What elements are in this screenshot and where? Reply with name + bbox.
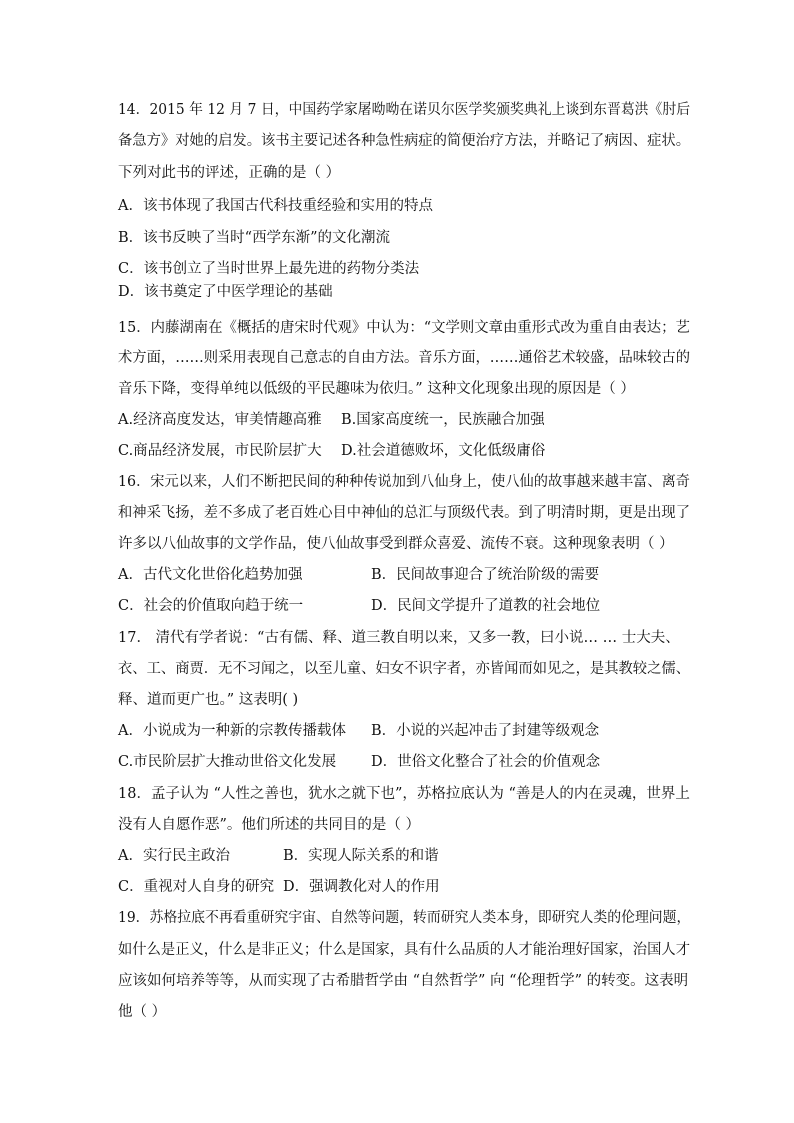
q18-option-d: D．强调教化对人的作用 [283,879,440,895]
q19-stem-line: 19．苏格拉底不再看重研究宇宙、自然等问题，转而研究人类本身，即研究人类的伦理问题， [118,910,691,926]
q17-option-b: B．小说的兴起冲击了封建等级观念 [371,723,600,739]
q16-stem-line: 许多以八仙故事的文学作品，使八仙故事受到群众喜爱、流传不衰。这种现象表明（ ） [118,536,674,552]
q17-stem-line: 衣、工、商贾．无不习闻之，以至儿童、妇女不识字者，亦皆闻而如见之，是其教较之儒、 [118,661,690,677]
q14-stem-line: 14．2015 年 12 月 7 日，中国药学家屠呦呦在诺贝尔医学奖颁奖典礼上谈到东晋葛洪《肘后 [118,102,691,118]
q15-option-b: B.国家高度统一，民族融合加强 [341,412,545,428]
q15-stem-line: 15．内藤湖南在《概括的唐宋时代观》中认为：“文学则文章由重形式改为重自由表达；艺 [118,320,690,336]
q15-option-c: C.商品经济发展，市民阶层扩大 [118,443,322,459]
q16-stem-line: 16．宋元以来，人们不断把民间的种种传说加到八仙身上，使八仙的故事越来越丰富、离奇 [118,474,690,490]
q18-option-c: C．重视对人自身的研究 [118,879,275,895]
q17-option-a: A．小说成为一种新的宗教传播载体 [118,723,346,739]
q17-option-d: D．世俗文化整合了社会的价值观念 [371,754,601,770]
q14-stem-line: 备急方》对她的启发。该书主要记述各种急性病症的简便治疗方法，并略记了病因、症状。 [118,133,690,149]
q14-option-b: B．该书反映了当时“西学东渐”的文化潮流 [118,230,390,246]
q18-option-b: B．实现人际关系的和谐 [283,848,439,864]
q15-option-a: A.经济高度发达，审美情趣高雅 [118,412,322,428]
q19-stem-line: 应该如何培养等等，从而实现了古希腊哲学由 “自然哲学” 向 “伦理哲学” 的转变。这表明 [118,973,689,989]
q15-option-d: D.社会道德败坏，文化低级庸俗 [341,443,546,459]
q15-stem-line: 术方面，……则采用表现自己意志的自由方法。音乐方面，……通俗艺术较盛，品味较古的 [118,350,690,366]
q14-option-a: A．该书体现了我国古代科技重经验和实用的特点 [118,198,433,214]
q16-option-b: B．民间故事迎合了统治阶级的需要 [371,567,600,583]
q18-stem-line: 18．孟子认为 “人性之善也，犹水之就下也”，苏格拉底认为 “善是人的内在灵魂，世界上 [118,786,690,802]
q14-option-d: D．该书奠定了中医学理论的基础 [118,284,333,300]
q14-option-c: C．该书创立了当时世界上最先进的药物分类法 [118,261,420,277]
q16-option-c: C．社会的价值取向趋于统一 [118,598,304,614]
q17-option-c: C.市民阶层扩大推动世俗文化发展 [118,754,337,770]
q17-stem-line: 释、道而更广也。” 这表明( ) [118,692,299,708]
q17-stem-line: 17． 清代有学者说：“古有儒、释、道三教自明以来，又多一教，曰小说… … 士大夫、 [118,630,680,646]
q16-stem-line: 和神采飞扬，差不多成了老百姓心目中神仙的总汇与顶级代表。到了明清时期，更是出现了 [118,505,690,521]
q14-stem-line: 下列对此书的评述，正确的是（ ） [118,165,341,181]
q15-stem-line: 音乐下降，变得单纯以低级的平民趣味为依归。” 这种文化现象出现的原因是（ ） [118,381,635,397]
q19-stem-line: 如什么是正义，什么是非正义；什么是国家，具有什么品质的人才能治理好国家，治国人才 [118,942,690,958]
q16-option-d: D．民间文学提升了道教的社会地位 [371,598,601,614]
q18-option-a: A．实行民主政治 [118,848,230,864]
q19-stem-line: 他（ ） [118,1004,167,1020]
q16-option-a: A．古代文化世俗化趋势加强 [118,567,303,583]
q18-stem-line: 没有人自愿作恶”。他们所述的共同目的是（ ） [118,817,421,833]
